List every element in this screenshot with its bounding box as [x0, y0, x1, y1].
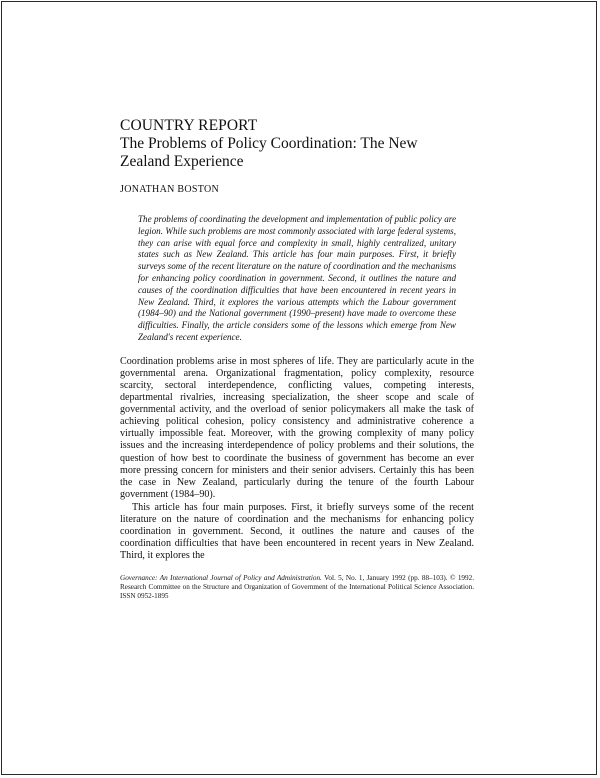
publication-details: Vol. 5, No. 1, January 1992 (pp. 88–103). © 1992. Research Committee on the Structure and Organization of Government of the International Political Science Association. ISSN 0952-1895: [120, 574, 474, 601]
article-body: [120, 356, 474, 563]
journal-name: Governance: An International Journal of Policy and Administration.: [120, 574, 322, 583]
body-paragraph-1: Coordination problems arise in most spheres of life. They are particularly acute in the governmental arena. Organizational fragmentation, policy complexity, resource scarcity, sectoral interdependence, conflicting values, competing interests, departmental rivalries, increasing specialization, the sheer scope and scale of governmental activity, and the overload of senior policymakers all make the task of achieving political cohesion, policy consistency and administrative coherence a virtually impossible feat. Moreover, with the growing complexity of many policy issues and the increasing interdependence of policy problems and their solutions, the question of how best to coordinate the business of government has become an ever more pressing concern for ministers and their senior advisers. Certainly this has been the case in New Zealand, particularly during the tenure of the fourth Labour government (1984–90).: [120, 355, 474, 500]
abstract: The problems of coordinating the development and implementation of public policy are legion. While such problems are most commonly associated with large federal systems, they can arise with equal force and complexity in small, highly centralized, unitary states such as New Zealand. This article has four main purposes. First, it briefly surveys some of the recent literature on the nature of coordination and the mechanisms for enhancing policy coordination in government. Second, it outlines the nature and causes of the coordination difficulties that have been encountered in recent years in New Zealand. Third, it explores the various attempts which the Labour government (1984–90) and the National government (1990–present) have made to overcome these difficulties. Finally, the article considers some of the lessons which emerge from New Zealand's recent experience.: [138, 214, 456, 342]
body-paragraph-2: This article has four main purposes. First, it briefly surveys some of the recent literature on the nature of coordination and the mechanisms for enhancing policy coordination in government. Second, it outlines the nature and causes of the coordination difficulties that have been encountered in recent years in New Zealand. Third, it explores the: [120, 501, 474, 562]
article-content: [120, 117, 474, 601]
article-title: The Problems of Policy Coordination: The New Zealand Experience: [120, 135, 418, 170]
publication-footnote: [120, 574, 474, 601]
report-kicker: COUNTRY REPORT: [120, 117, 258, 134]
document-page: [1, 1, 597, 775]
author-name: JONATHAN BOSTON: [120, 184, 220, 195]
